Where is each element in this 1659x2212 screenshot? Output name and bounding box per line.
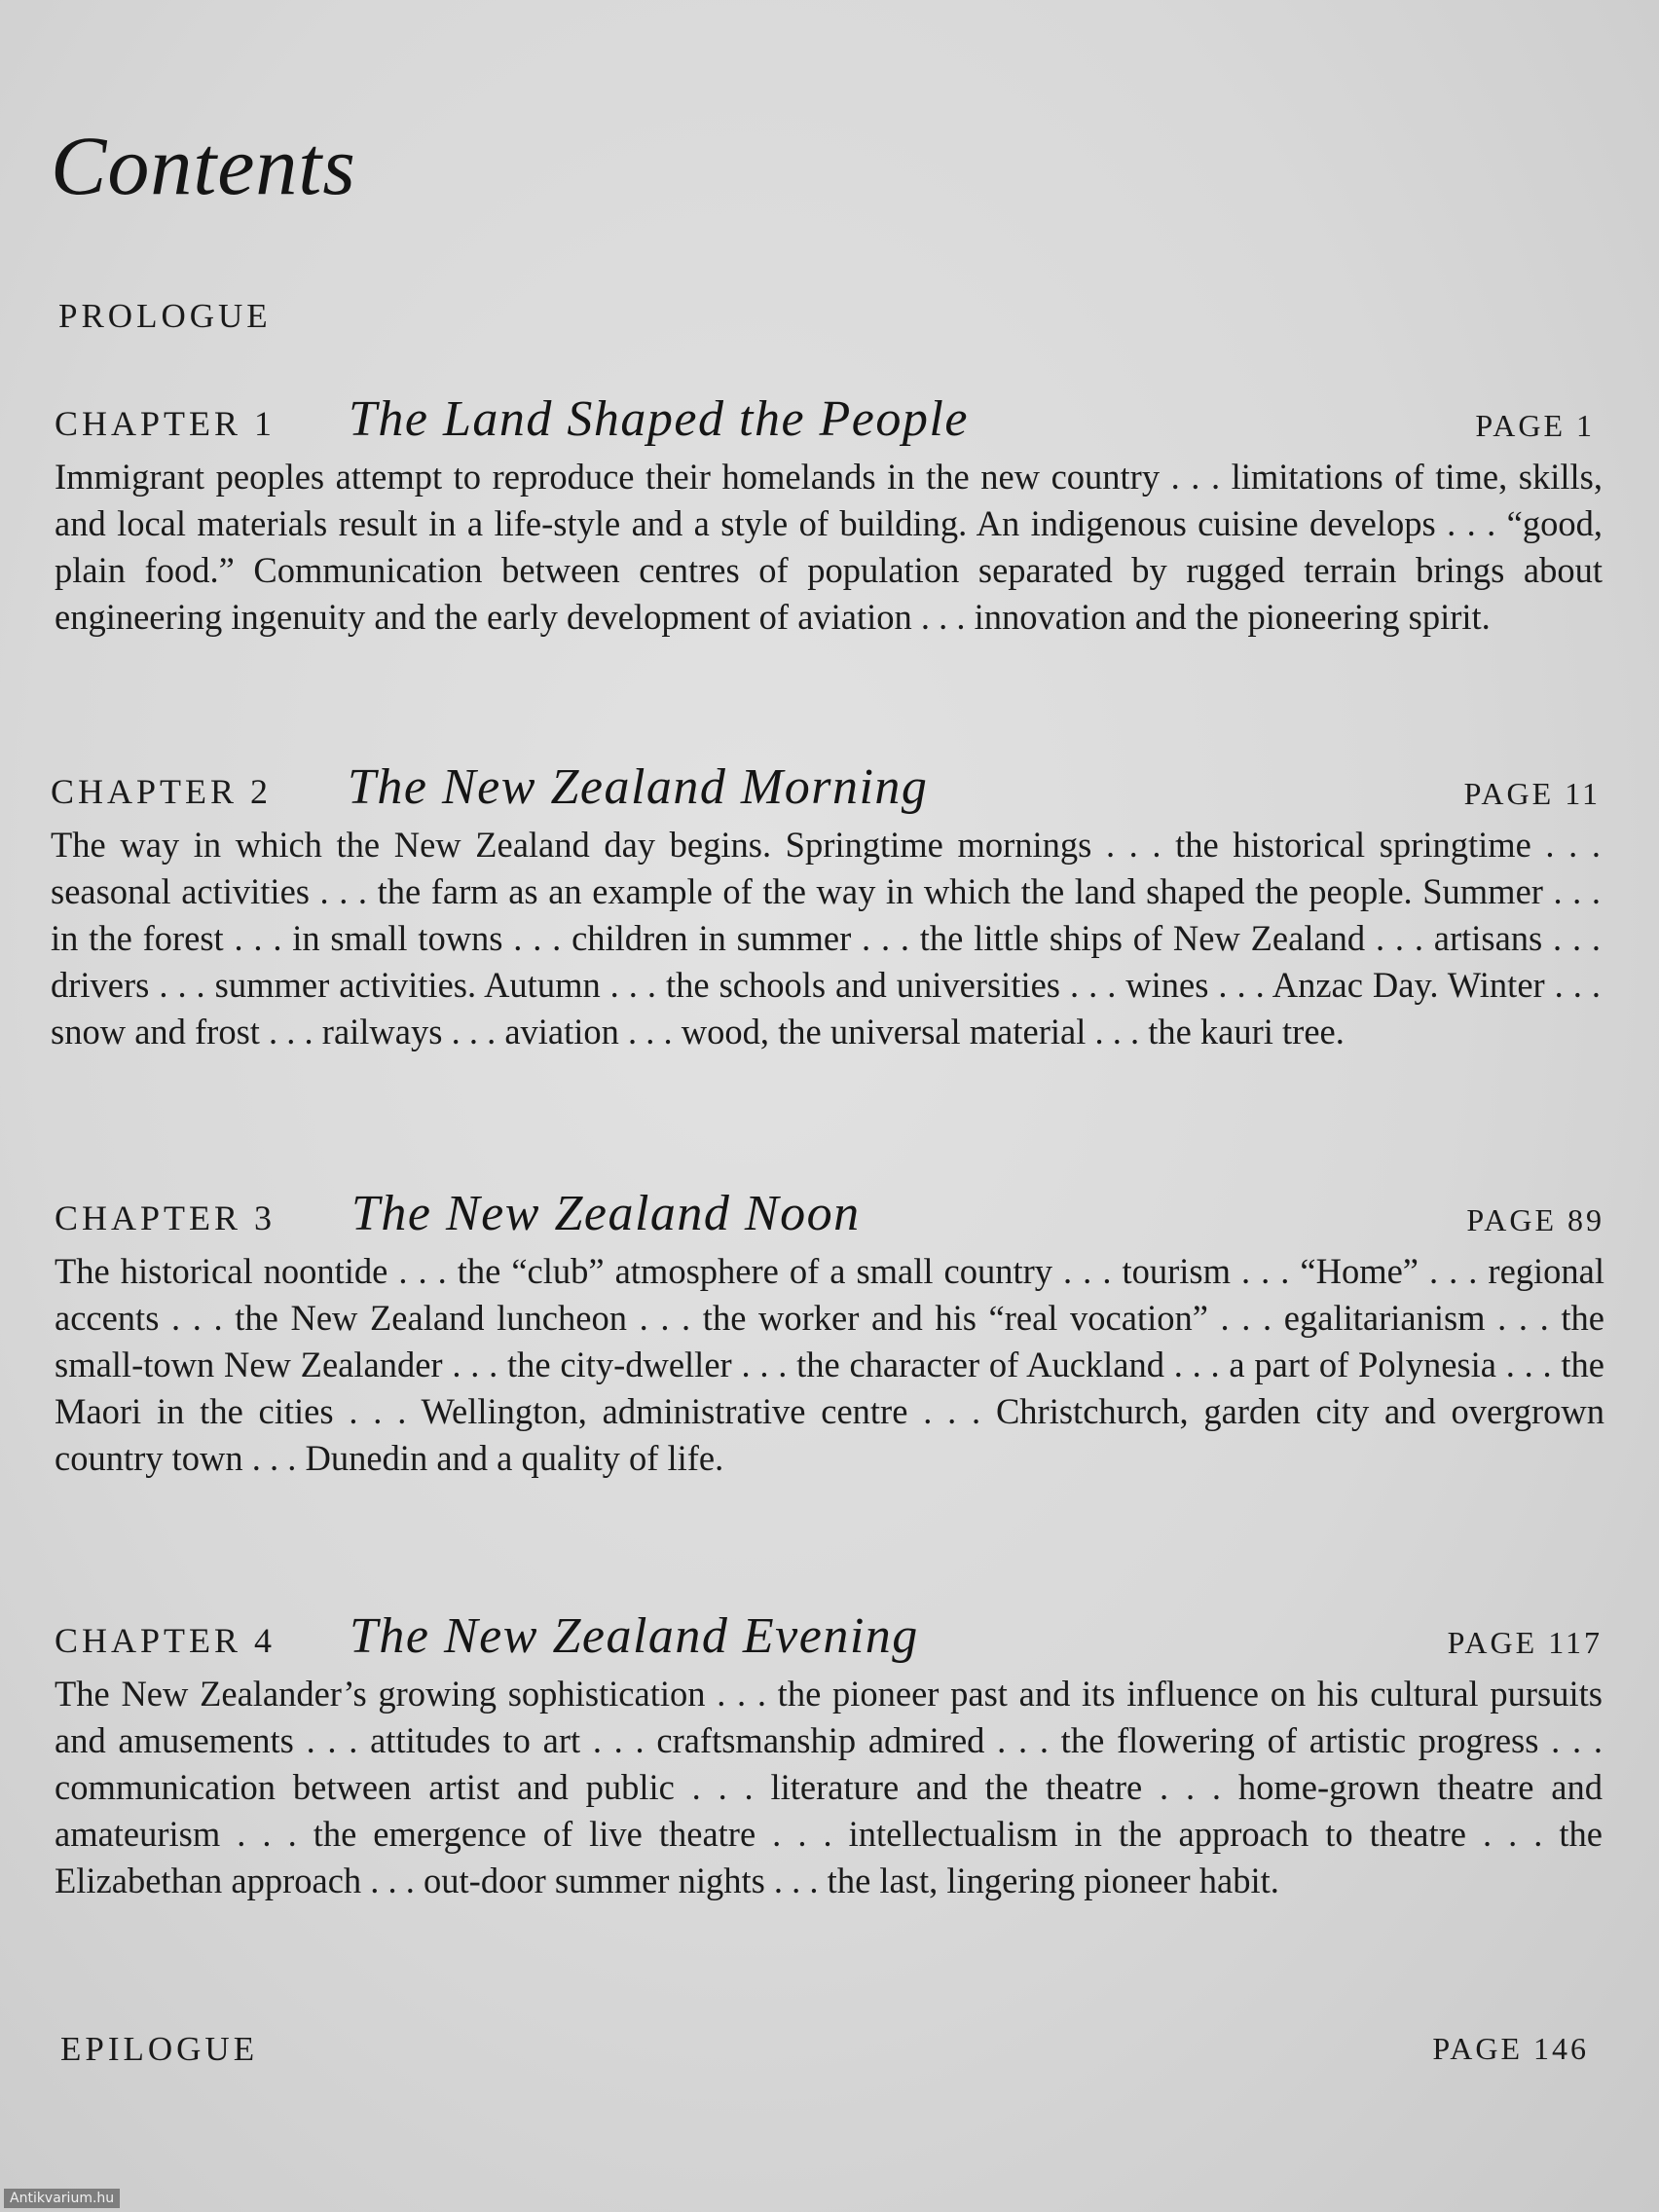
- chapter-header: [51, 757, 1601, 818]
- chapter-page-number: PAGE 1: [1475, 408, 1595, 443]
- chapter-header: [55, 1606, 1603, 1667]
- chapter-header: [55, 1184, 1604, 1244]
- chapter-2-entry: [51, 757, 1601, 1055]
- chapter-title: The New Zealand Evening: [350, 1608, 919, 1664]
- chapter-1-entry: [55, 389, 1603, 641]
- epilogue-heading: EPILOGUE: [60, 2030, 259, 2068]
- chapter-description: The New Zealander’s growing sophistication . . . the pioneer past and its influence on his cultural pursuits and amusements . . . attitudes to art . . . craftsmanship admired . . . the flowering of artistic progress . . . communication between artist and public . . . literature and the theatre . . . home-grown theatre and amateurism . . . the emergence of live theatre . . . intellectualism in the approach to theatre . . . the Elizabethan approach . . . out-door summer nights . . . the last, lingering pioneer habit.: [55, 1674, 1603, 1900]
- chapter-description: The historical noontide . . . the “club” atmosphere of a small country . . . tourism . . . “Home” . . . regional accents . . . the New Zealand luncheon . . . the worker and his “real vocation” . . . egalitarianism . . . the small-town New Zealander . . . the city-dweller . . . the character of Auckland . . . a part of Polynesia . . . the Maori in the cities . . . Wellington, administrative centre . . . Christchurch, garden city and overgrown country town . . . Dunedin and a quality of life.: [55, 1251, 1604, 1478]
- chapter-page-number: PAGE 89: [1466, 1202, 1604, 1237]
- chapter-4-entry: [55, 1606, 1603, 1904]
- chapter-label: CHAPTER 4: [55, 1621, 276, 1660]
- chapter-description: The way in which the New Zealand day begins. Springtime mornings . . . the historical springtime . . . seasonal activities . . . the farm as an example of the way in which the land shaped the people. Summer . . . in the forest . . . in small towns . . . children in summer . . . the little ships of New Zealand . . . artisans . . . drivers . . . summer activities. Autumn . . . the schools and universities . . . wines . . . Anzac Day. Winter . . . snow and frost . . . railways . . . aviation . . . wood, the universal material . . . the kauri tree.: [51, 825, 1601, 1051]
- chapter-page-number: PAGE 11: [1463, 776, 1601, 811]
- watermark: Antikvarium.hu: [4, 2189, 120, 2208]
- chapter-page-number: PAGE 117: [1447, 1625, 1603, 1660]
- epilogue-page-number: PAGE 146: [1432, 2031, 1589, 2066]
- chapter-label: CHAPTER 1: [55, 404, 276, 443]
- chapter-title: The New Zealand Morning: [348, 759, 929, 815]
- chapter-title: The Land Shaped the People: [349, 391, 969, 447]
- page-title: Contents: [51, 119, 356, 212]
- chapter-label: CHAPTER 2: [51, 772, 273, 811]
- chapter-header: [55, 389, 1603, 450]
- chapter-3-entry: [55, 1184, 1604, 1482]
- prologue-heading: PROLOGUE: [58, 297, 272, 335]
- chapter-title: The New Zealand Noon: [351, 1186, 861, 1241]
- chapter-label: CHAPTER 3: [55, 1198, 276, 1237]
- chapter-description: Immigrant peoples attempt to reproduce their homelands in the new country . . . limitations of time, skills, and local materials result in a life-style and a style of building. An indigenous cuisine develops . . . “good, plain food.” Communication between centres of population separated by rugged terrain brings about engineering ingenuity and the early development of aviation . . . innovation and the pioneering spirit.: [55, 457, 1603, 637]
